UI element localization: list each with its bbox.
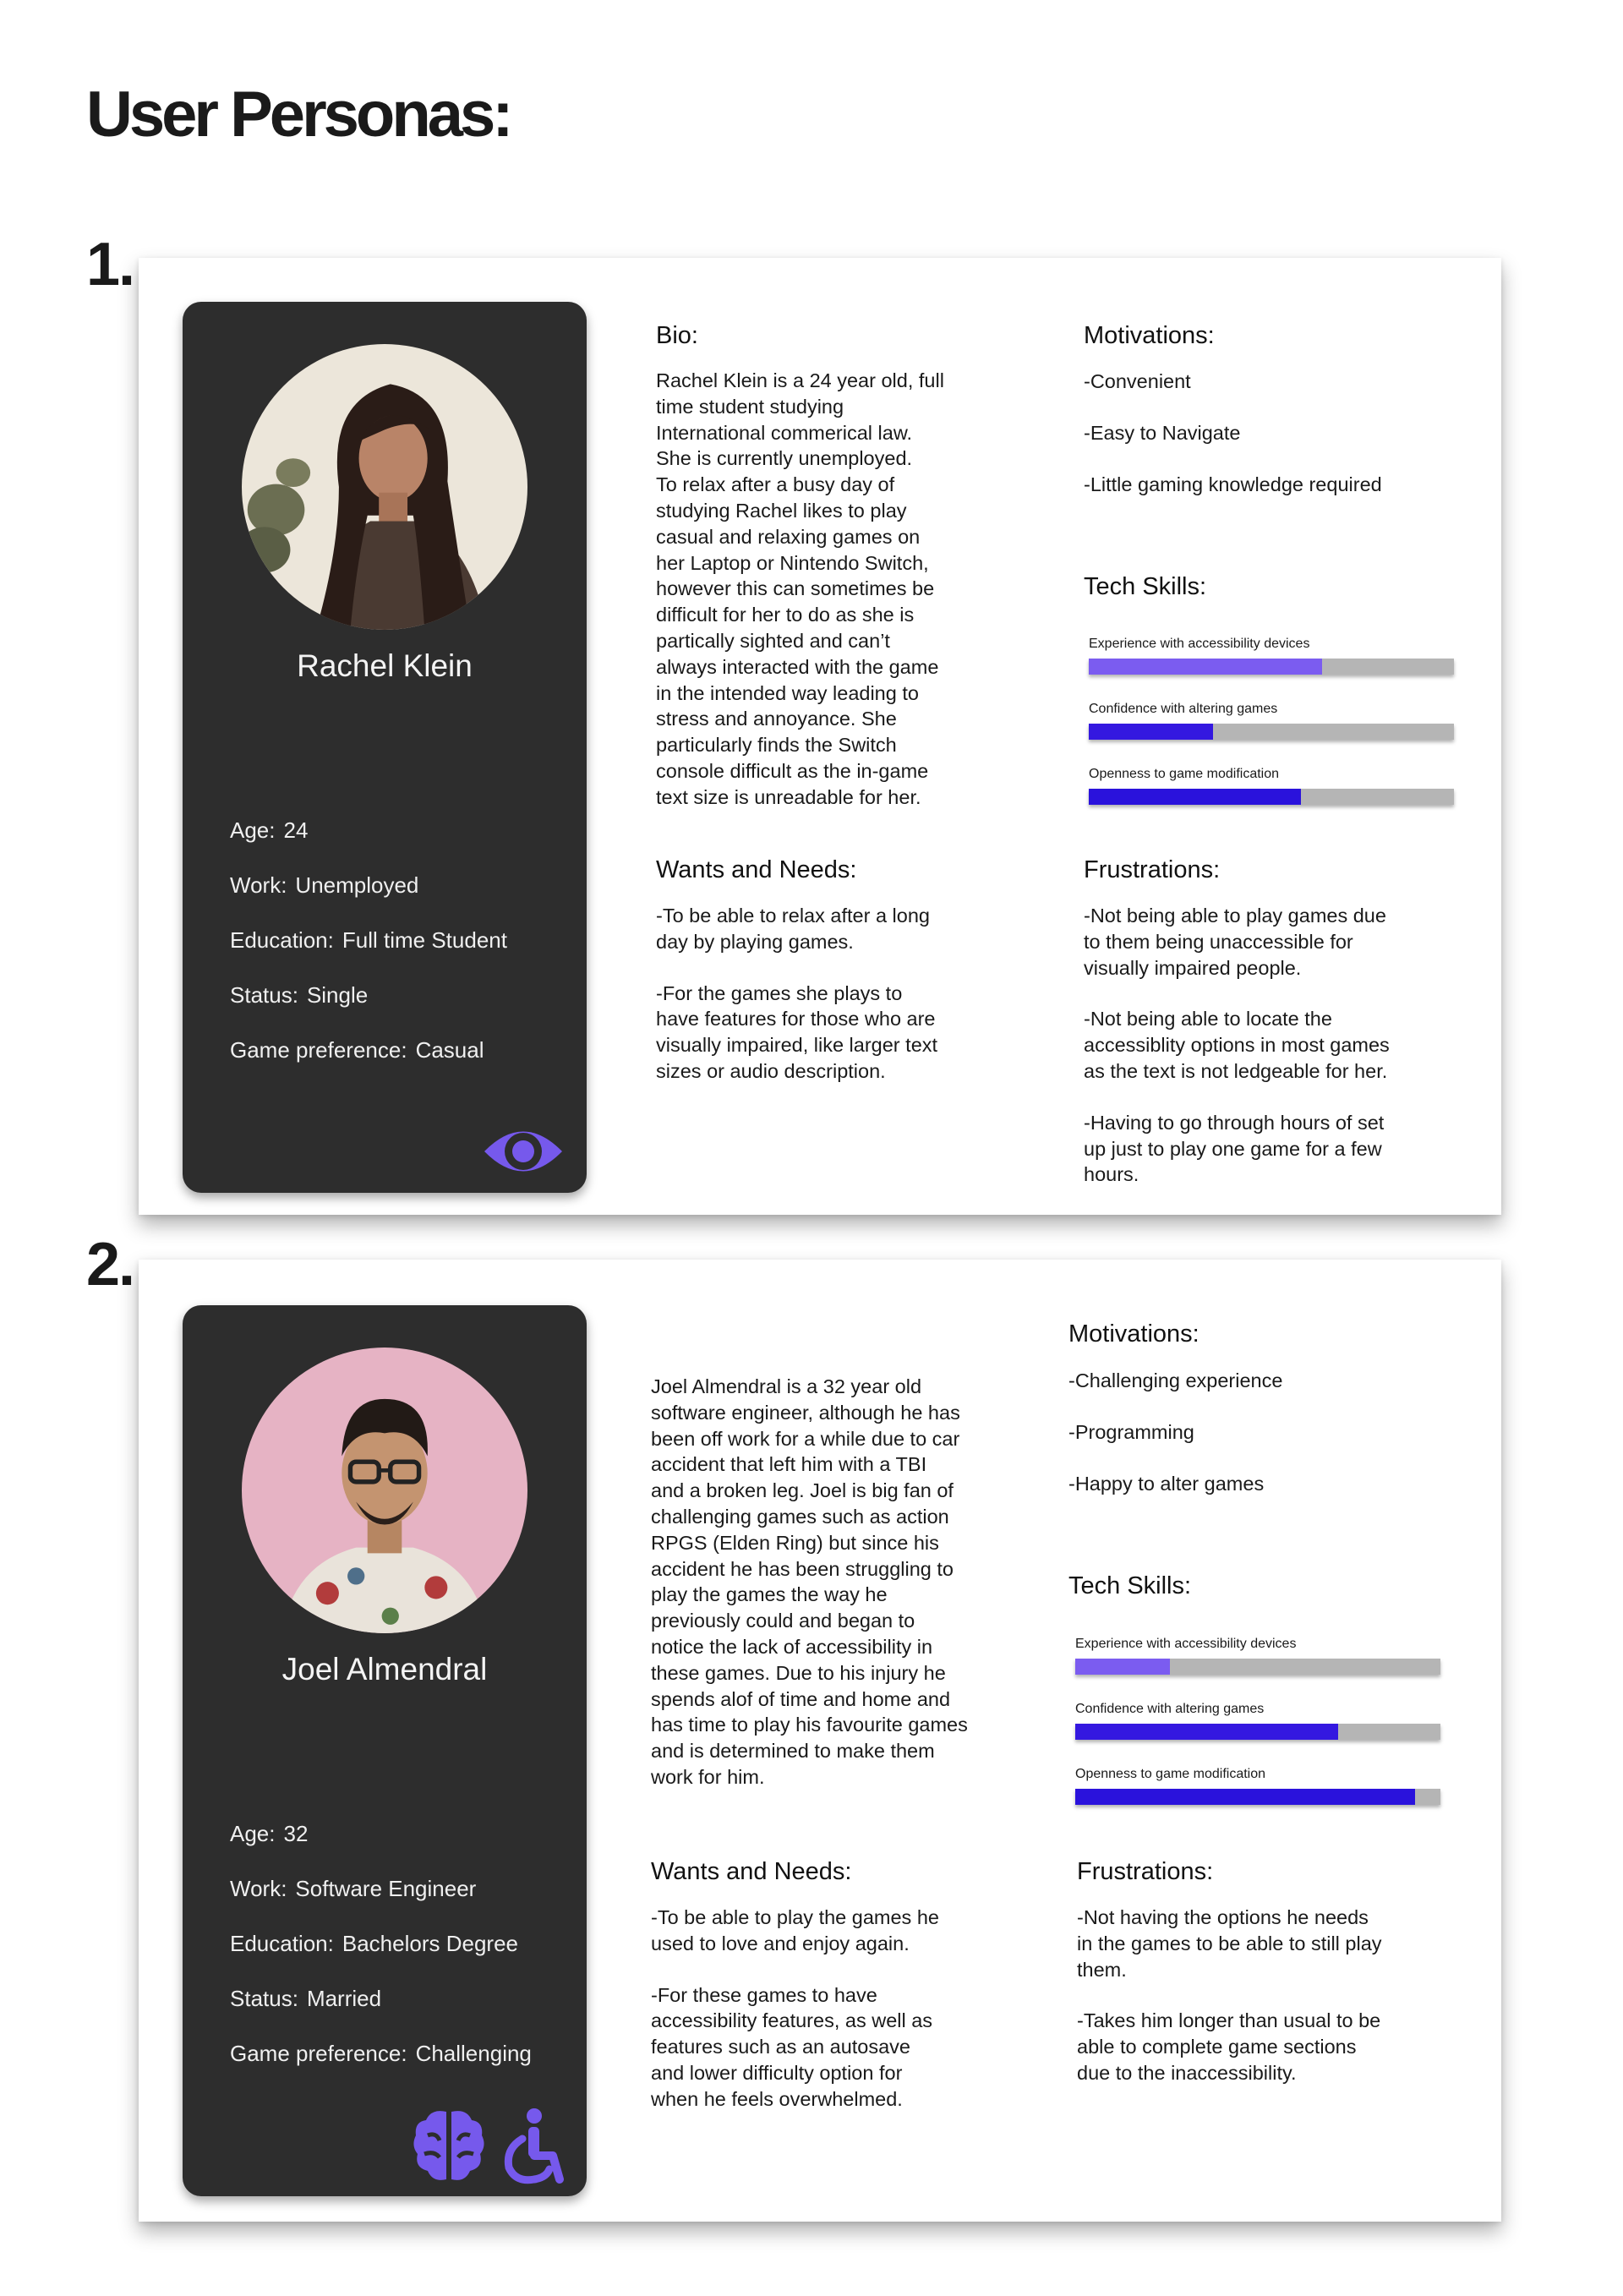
fact-education: Education: Full time Student [230, 927, 507, 953]
page-title: User Personas: [86, 79, 511, 150]
list-item: -Having to go through hours of set up just to play one game for a few hours. [1084, 1111, 1385, 1186]
skill-row [1089, 702, 1456, 767]
frustrations-title: Frustrations: [1077, 1858, 1214, 1885]
wants-list [656, 903, 1045, 1110]
persona-number: 1. [86, 231, 134, 298]
tech-skills [1089, 637, 1456, 832]
skill-row [1089, 767, 1456, 832]
skill-row [1075, 1767, 1442, 1832]
frustrations-title: Frustrations: [1084, 856, 1221, 883]
persona-number: 2. [86, 1231, 134, 1298]
motivations-title: Motivations: [1068, 1320, 1199, 1348]
persona-card [139, 258, 1501, 1215]
bio-title: Bio: [656, 322, 698, 349]
skill-label: Confidence with altering games [1075, 1702, 1265, 1716]
list-item: -For these games to have accessibility features, as well as features such as an autosave and lower difficulty option for when he feels overwhelmed. [651, 1983, 933, 2110]
persona-facts [230, 1821, 532, 2096]
avatar [242, 1348, 527, 1633]
fact-game-preference: Game preference: Challenging [230, 2041, 532, 2066]
skill-bar [1089, 789, 1454, 805]
motivations-title: Motivations: [1084, 322, 1215, 349]
wants-title: Wants and Needs: [656, 856, 857, 883]
list-item: -Convenient [1084, 370, 1191, 392]
fact-status: Status: Single [230, 982, 369, 1008]
fact-age: Age: 24 [230, 817, 309, 843]
skill-bar [1075, 1789, 1440, 1805]
frustrations-list [1077, 1905, 1474, 2112]
fact-work: Work: Unemployed [230, 872, 419, 898]
list-item: -Not being able to play games due to them being unaccessible for visually impaired people. [1084, 905, 1386, 979]
list-item: -Easy to Navigate [1084, 422, 1241, 444]
list-item: -Little gaming knowledge required [1084, 473, 1382, 495]
persona-name: Rachel Klein [297, 648, 473, 683]
skill-label: Experience with accessibility devices [1089, 637, 1310, 651]
fact-age: Age: 32 [230, 1821, 309, 1846]
list-item: -To be able to relax after a long day by playing games. [656, 905, 930, 953]
list-item: -Challenging experience [1068, 1369, 1283, 1391]
skill-fill [1075, 1789, 1415, 1805]
persona-card [139, 1260, 1501, 2222]
brain-icon [411, 2107, 487, 2184]
frustrations-list [1084, 903, 1481, 1213]
profile-panel [183, 302, 587, 1193]
motivations-list [1084, 370, 1382, 525]
skill-fill [1075, 1724, 1338, 1740]
skill-fill [1075, 1659, 1170, 1675]
list-item: -Takes him longer than usual to be able to complete game sections due to the inaccessibility. [1077, 2009, 1381, 2084]
wants-title: Wants and Needs: [651, 1858, 852, 1885]
fact-education: Education: Bachelors Degree [230, 1931, 518, 1956]
skill-bar [1075, 1659, 1440, 1675]
skill-label: Confidence with altering games [1089, 702, 1278, 716]
skill-fill [1089, 724, 1213, 740]
tech-skills-title: Tech Skills: [1068, 1572, 1192, 1599]
profile-panel [183, 1305, 587, 2196]
fact-status: Status: Married [230, 1986, 382, 2011]
skill-fill [1089, 789, 1301, 805]
list-item: -Programming [1068, 1421, 1194, 1443]
skill-fill [1089, 659, 1322, 675]
skill-row [1089, 637, 1456, 702]
fact-game-preference: Game preference: Casual [230, 1037, 484, 1063]
avatar [242, 344, 527, 630]
skill-label: Experience with accessibility devices [1075, 1637, 1297, 1651]
skill-bar [1089, 724, 1454, 740]
persona-facts [230, 817, 507, 1092]
bio-text: Rachel Klein is a 24 year old, full time student studying International commerical law. She is currently unemployed. To relax after a busy day of studying Rachel likes to play casual and relaxing games on her Laptop or Nintendo Switch, however this can sometimes be difficult for her to do as she is partically sighted and can’t always interacted with the game in the intended way leading to stress and annoyance. She particularly finds the Switch console difficult as the in-game text size is unreadable for her. [656, 369, 944, 808]
skill-row [1075, 1637, 1442, 1702]
list-item: -For the games she plays to have features for those who are visually impaired, like larger text sizes or audio description. [656, 981, 938, 1082]
persona-icons [411, 2107, 565, 2184]
tech-skills-title: Tech Skills: [1084, 573, 1207, 600]
tech-skills [1075, 1637, 1442, 1832]
bio-text: Joel Almendral is a 32 year old software engineer, although he has been off work for a while due to car accident that left him with a TBI and a broken leg. Joel is big fan of challenging games such as action RPGS (Elden Ring) but since his accident he has been struggling to play the games the way he previously could and began to notice the lack of accessibility in these games. Due to his injury he spends alof of time and home and has time to play his favourite games and is determined to make them work for him. [651, 1375, 968, 1788]
list-item: -Not being able to locate the accessiblity options in most games as the text is not ledgeable for her. [1084, 1008, 1390, 1082]
persona-name: Joel Almendral [281, 1652, 488, 1686]
wants-list [651, 1905, 1040, 2138]
persona-icons [482, 1122, 565, 1181]
disability-icon [500, 2107, 565, 2184]
skill-label: Openness to game modification [1075, 1767, 1266, 1781]
list-item: -Happy to alter games [1068, 1473, 1265, 1495]
list-item: -Not having the options he needs in the games to be able to still play them. [1077, 1906, 1382, 1981]
skill-bar [1075, 1724, 1440, 1740]
motivations-list [1068, 1369, 1282, 1524]
eye-icon [482, 1122, 565, 1181]
skill-label: Openness to game modification [1089, 767, 1280, 781]
fact-work: Work: Software Engineer [230, 1876, 477, 1901]
list-item: -To be able to play the games he used to love and enjoy again. [651, 1906, 939, 1954]
skill-row [1075, 1702, 1442, 1767]
skill-bar [1089, 659, 1454, 675]
